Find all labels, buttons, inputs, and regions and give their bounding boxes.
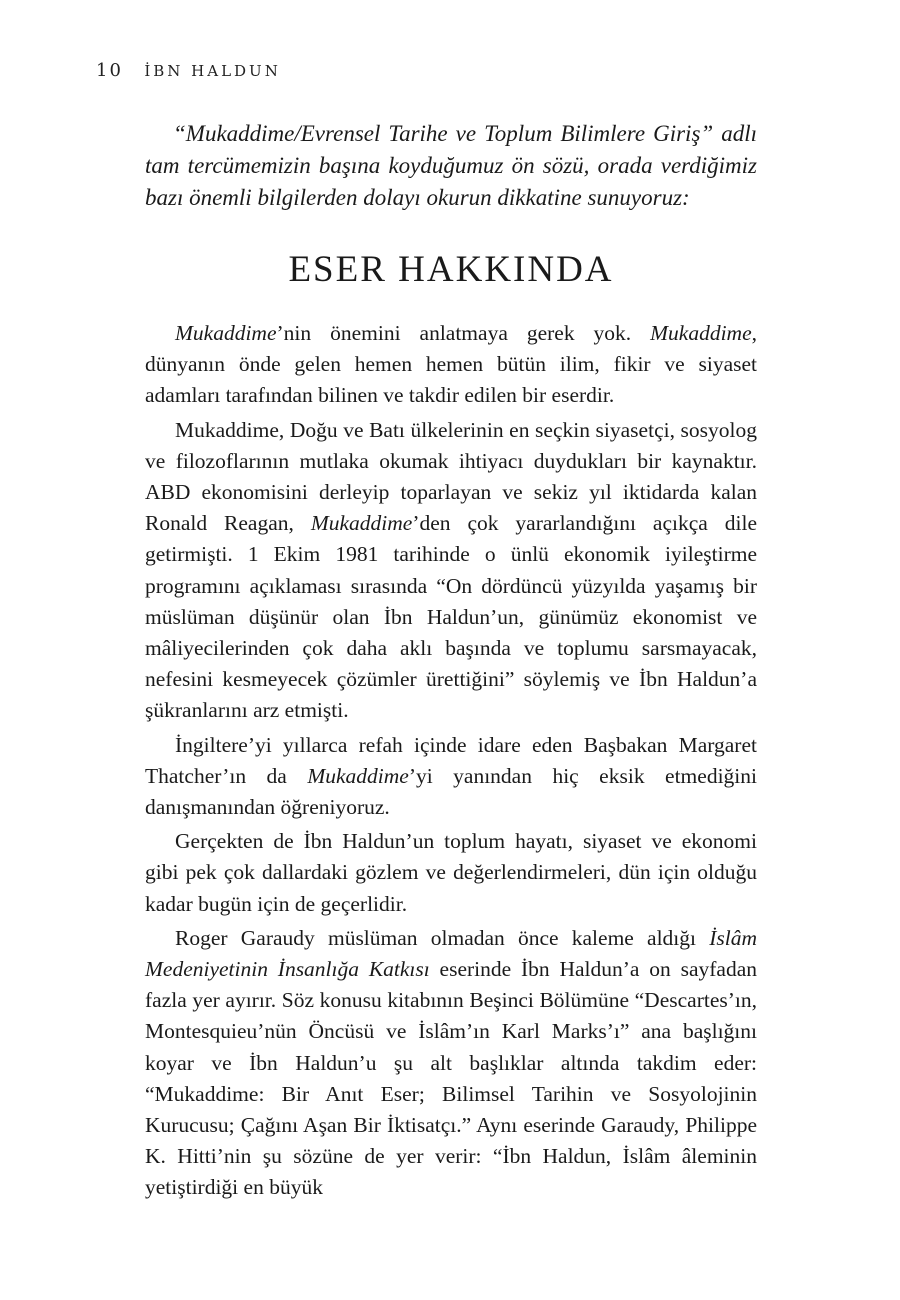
book-name-italic: Mukaddime: [310, 511, 413, 536]
page-number: 10: [96, 60, 123, 81]
paragraph-text: Roger Garaudy müslüman olmadan önce kaleme aldığı: [175, 925, 710, 950]
intro-note: “Mukaddime/Evrensel Tarihe ve Toplum Bilimlere Giriş” adlı tam tercümemizin başına koyduğumuz ön sözü, orada verdiğimiz bazı önemli bilgilerden dolayı okurun dikkatine sunuyoruz:: [145, 121, 757, 210]
paragraph-text: Mukaddime, Doğu ve Batı ülkelerinin en seçkin siyasetçi, sosyolog ve filozoflarının mutlaka okumak ihtiyacı duydukları bir kaynaktır. ABD ekonomisini derleyip toparlayan ve sekiz yıl iktidarda kalan Ronald Reagan,: [145, 417, 757, 536]
paragraph-text: İngiltere’yi yıllarca refah içinde idare eden Başbakan Margaret Thatcher’ın da: [145, 732, 757, 788]
paragraph-5: [145, 923, 757, 1204]
section-title: ESER HAKKINDA: [288, 249, 614, 290]
paragraph-1: [145, 318, 757, 412]
book-name-italic: Mukaddime: [175, 321, 277, 345]
paragraph-text: ’yi yanından hiç eksik etmediğini danışmanından öğreniyoruz.: [145, 763, 757, 820]
book-title: İBN HALDUN: [144, 62, 281, 80]
book-name-italic: Mukaddime: [307, 763, 409, 788]
paragraph-2: [145, 415, 757, 727]
paragraph-text: ’nin önemini anlatmaya gerek yok.: [276, 321, 651, 345]
paragraph-4: Gerçekten de İbn Haldun’un toplum hayatı, siyaset ve ekonomi gibi pek çok dallardaki gözlem ve değerlendirmeleri, dün için olduğu kadar bugün için de geçerlidir.: [145, 829, 757, 916]
book-name-italic: Mukaddime: [650, 321, 752, 345]
paragraph-text: , dünyanın önde gelen hemen hemen bütün ilim, fikir ve siyaset adamları tarafından bilinen ve takdir edilen bir eserdir.: [145, 321, 757, 408]
paragraph-text: ’den çok yararlandığını açıkça dile getirmişti. 1 Ekim 1981 tarihinde o ünlü ekonomik iyileştirme programını açıklaması sırasında “On dördüncü yüzyılda yaşamış bir müslüman düşünür olan İbn Haldun’un, günümüz ekonomist ve mâliyecilerinden çok daha aklı başında ve toplumu sarsmayacak, nefesini kesmeyecek çözümler ürettiğini” söylemiş ve İbn Haldun’a şükranlarını arz etmişti.: [145, 511, 757, 723]
page-content: [145, 118, 757, 1207]
book-name-italic: İslâm Medeniyetinin İnsanlığa Katkısı: [145, 925, 757, 982]
paragraph-text: eserinde İbn Haldun’a on sayfadan fazla yer ayırır. Söz konusu kitabının Beşinci Bölümüne “Descartes’ın, Montesquieu’nün Öncüsü ve İslâm’ın Karl Marks’ı” ana başlığını koyar ve İbn Haldun’u şu alt başlıklar altında takdim eder: “Mukaddime: Bir Anıt Eser; Bilimsel Tarihin ve Sosyolojinin Kurucusu; Çağını Aşan Bir İktisatçı.” Aynı eserinde Garaudy, Philippe K. Hitti’nin şu sözüne de yer verir: “İbn Haldun, İslâm âleminin yetiştirdiği en büyük: [145, 957, 757, 1200]
running-header: [96, 60, 281, 81]
paragraph-3: [145, 730, 757, 824]
